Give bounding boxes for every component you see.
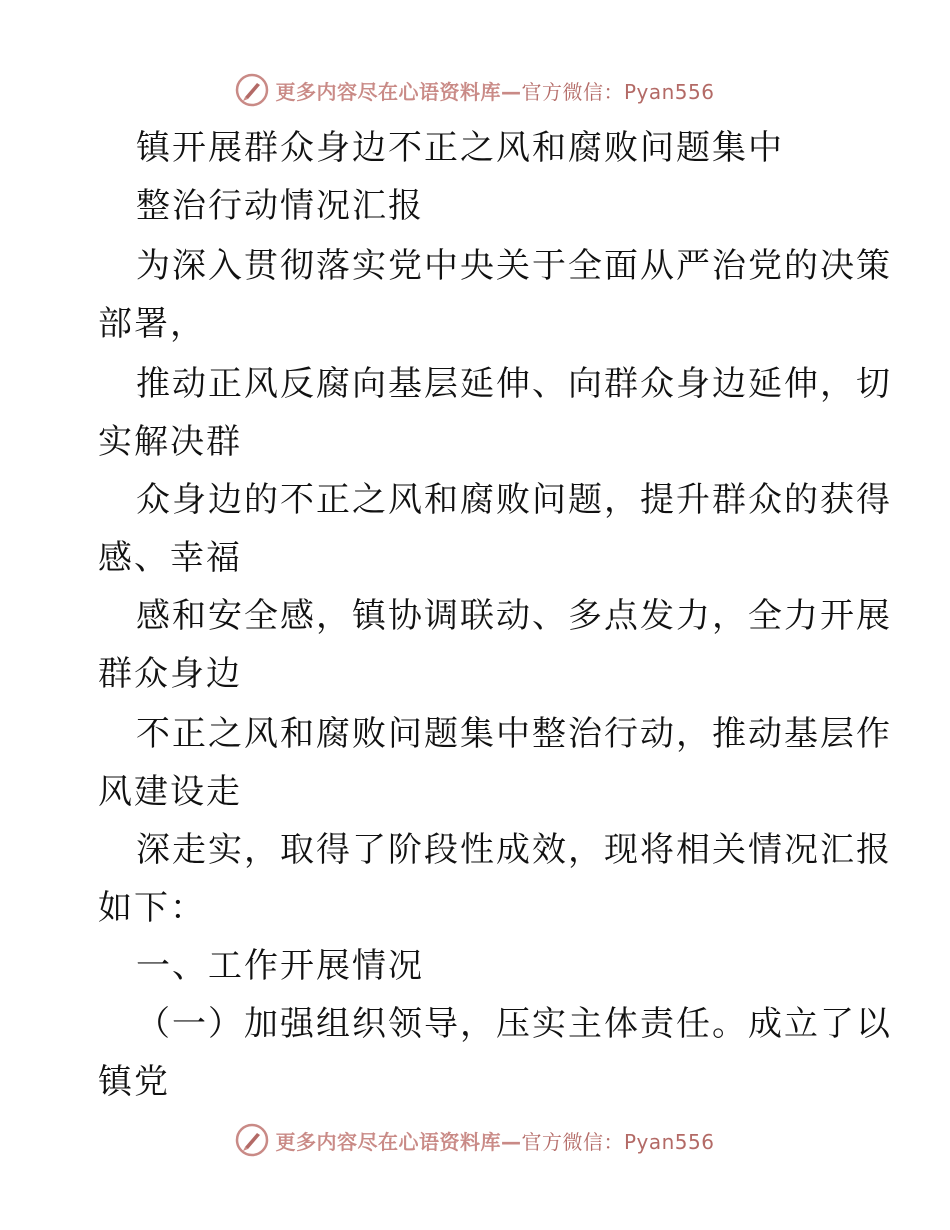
title-line-1: 镇开展群众身边不正之风和腐败问题集中 [136,128,784,168]
paragraph-line: （一）加强组织领导，压实主体责任。成立了以 [136,1004,892,1044]
watermark-slogan: 更多内容尽在心语资料库 [275,79,501,104]
watermark-dash: — [500,1129,522,1154]
paragraph-line: 风建设走 [98,772,242,812]
paragraph-line: 实解决群 [98,422,242,462]
watermark-contact: 官方微信：Pyan556 [521,79,715,104]
paragraph-line: 感、幸福 [98,538,242,578]
paragraph-line: 深走实，取得了阶段性成效，现将相关情况汇报 [136,830,892,870]
header-watermark [0,70,950,110]
paragraph-line: 部署， [98,304,206,344]
watermark-dash: — [500,79,522,104]
paragraph-line: 众身边的不正之风和腐败问题，提升群众的获得 [136,480,892,520]
paragraph-line: 如下： [98,888,206,928]
watermark-contact: 官方微信：Pyan556 [521,1129,715,1154]
paragraph-line: 镇党 [98,1062,170,1102]
paragraph-line: 群众身边 [98,654,242,694]
paragraph-line: 为深入贯彻落实党中央关于全面从严治党的决策 [136,246,892,286]
quill-logo-icon [235,1123,269,1157]
paragraph-line: 推动正风反腐向基层延伸、向群众身边延伸，切 [136,364,892,404]
section-heading: 一、工作开展情况 [136,946,424,986]
watermark-text [275,1126,714,1155]
title-line-2: 整治行动情况汇报 [136,186,424,226]
watermark-slogan: 更多内容尽在心语资料库 [275,1129,501,1154]
paragraph-line: 感和安全感，镇协调联动、多点发力，全力开展 [136,596,892,636]
watermark-text [275,76,714,105]
quill-logo-icon [235,73,269,107]
paragraph-line: 不正之风和腐败问题集中整治行动，推动基层作 [136,714,892,754]
footer-watermark [0,1120,950,1160]
